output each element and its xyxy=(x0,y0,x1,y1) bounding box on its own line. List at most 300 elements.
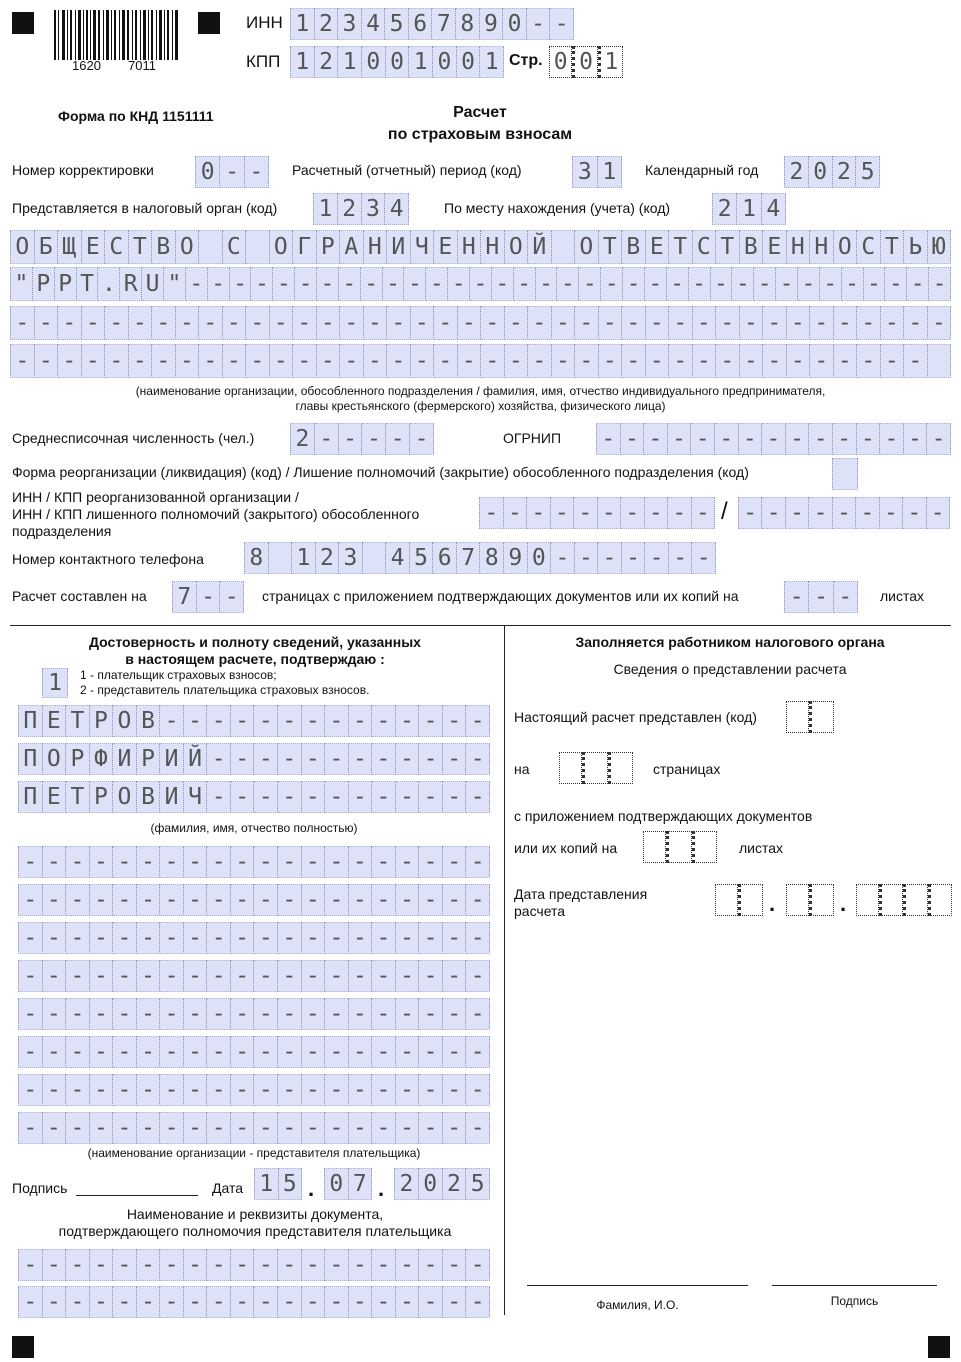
char-cell: О xyxy=(505,230,529,264)
sheets-label: листах xyxy=(880,588,925,604)
staff-count-field[interactable] xyxy=(290,423,434,455)
org-name-line1[interactable] xyxy=(10,230,951,264)
char-cell: - xyxy=(762,497,785,529)
char-cell: - xyxy=(692,542,716,574)
char-cell: - xyxy=(18,1249,43,1281)
char-cell: 7 xyxy=(432,8,456,40)
char-cell: - xyxy=(396,781,420,813)
char-cell: - xyxy=(18,960,43,992)
char-cell: - xyxy=(622,344,646,378)
ogrnip-field[interactable] xyxy=(596,423,951,455)
char-cell: 8 xyxy=(480,542,504,574)
date-dot: . xyxy=(378,1176,385,1201)
char-cell: В xyxy=(740,230,764,264)
char-cell: - xyxy=(763,344,787,378)
char-cell: - xyxy=(113,1249,137,1281)
char-cell: - xyxy=(551,542,575,574)
char-cell: - xyxy=(43,1112,67,1144)
char-cell: - xyxy=(645,497,669,529)
char-cell: - xyxy=(58,306,82,340)
char-cell: - xyxy=(184,884,208,916)
char-cell: - xyxy=(160,1249,184,1281)
rep-org-line[interactable] xyxy=(18,1074,490,1106)
kpp-field[interactable] xyxy=(290,46,504,78)
char-cell: 1 xyxy=(480,46,504,78)
page-label: Стр. xyxy=(509,52,543,69)
char-cell: Т xyxy=(716,230,740,264)
char-cell xyxy=(363,542,387,574)
char-cell: Е xyxy=(82,230,106,264)
char-cell: - xyxy=(575,542,599,574)
char-cell: - xyxy=(90,922,114,954)
inn-field[interactable] xyxy=(290,8,574,40)
char-cell: - xyxy=(740,344,764,378)
char-cell: - xyxy=(667,267,689,301)
char-cell: 1 xyxy=(254,1168,279,1200)
char-cell: - xyxy=(113,846,137,878)
char-cell: 2 xyxy=(712,193,737,225)
char-cell: - xyxy=(254,1249,278,1281)
char-cell: - xyxy=(364,344,388,378)
char-cell: - xyxy=(621,497,645,529)
office-sheets-label: листах xyxy=(739,840,784,856)
office-date-year[interactable] xyxy=(856,884,952,916)
char-cell: 0 xyxy=(572,46,597,78)
office-date-day[interactable] xyxy=(715,884,763,916)
char-cell: - xyxy=(929,267,951,301)
char-cell: - xyxy=(364,306,388,340)
char-cell: - xyxy=(137,1249,161,1281)
char-cell: - xyxy=(43,1036,67,1068)
char-cell: - xyxy=(404,267,426,301)
char-cell: - xyxy=(645,267,667,301)
char-cell: - xyxy=(325,884,349,916)
char-cell: - xyxy=(396,922,420,954)
char-cell: - xyxy=(18,998,43,1030)
char-cell: О xyxy=(113,781,137,813)
char-cell: - xyxy=(302,1286,326,1318)
char-cell: - xyxy=(411,306,435,340)
char-cell: - xyxy=(184,1036,208,1068)
char-cell: 0 xyxy=(528,542,552,574)
char-cell: - xyxy=(396,743,420,775)
char-cell: - xyxy=(90,846,114,878)
char-cell: - xyxy=(325,1249,349,1281)
char-cell: - xyxy=(833,423,857,455)
char-cell: - xyxy=(623,267,645,301)
char-cell: - xyxy=(251,267,273,301)
char-cell: - xyxy=(466,1074,490,1106)
char-cell: - xyxy=(66,998,90,1030)
date-dot: . xyxy=(308,1176,315,1201)
char-cell: В xyxy=(152,230,176,264)
char-cell: - xyxy=(646,344,670,378)
char-cell: - xyxy=(43,884,67,916)
char-cell: - xyxy=(66,1074,90,1106)
char-cell: - xyxy=(372,1074,396,1106)
rep-org-line[interactable] xyxy=(18,1036,490,1068)
char-cell: Ь xyxy=(904,230,928,264)
char-cell: 1 xyxy=(290,8,315,40)
char-cell: P xyxy=(33,267,55,301)
char-cell: - xyxy=(302,884,326,916)
office-pages-label: страницах xyxy=(653,761,721,777)
office-pages-field[interactable] xyxy=(559,752,633,784)
char-cell: - xyxy=(754,267,776,301)
pages-field[interactable] xyxy=(172,581,244,613)
char-cell: 3 xyxy=(339,542,363,574)
patronymic-field[interactable] xyxy=(18,781,490,813)
empty-cell xyxy=(786,701,809,733)
char-cell: - xyxy=(419,705,443,737)
char-cell: - xyxy=(293,344,317,378)
char-cell: - xyxy=(481,344,505,378)
rep-org-line[interactable] xyxy=(18,922,490,954)
char-cell: - xyxy=(113,998,137,1030)
place-field[interactable] xyxy=(712,193,786,225)
char-cell: - xyxy=(254,781,278,813)
char-cell: - xyxy=(278,743,302,775)
org-caption: (наименование организации, обособленного подразделения / фамилия, имя, отчество индивидуального предпринимателя, xyxy=(135,384,826,398)
office-fio-line[interactable] xyxy=(527,1285,748,1286)
char-cell: U xyxy=(142,267,164,301)
char-cell: - xyxy=(349,960,373,992)
corner-marker xyxy=(12,1336,34,1358)
char-cell: - xyxy=(763,306,787,340)
form-knd: Форма по КНД 1151111 xyxy=(58,108,214,124)
char-cell: - xyxy=(349,1036,373,1068)
name-field[interactable] xyxy=(18,743,490,775)
submitted-code-field[interactable] xyxy=(786,701,834,733)
char-cell: - xyxy=(113,1112,137,1144)
char-cell: - xyxy=(113,922,137,954)
char-cell: - xyxy=(426,267,448,301)
org-name-line2[interactable] xyxy=(10,267,951,301)
char-cell: - xyxy=(448,267,470,301)
reorg-inn-kpp-label-2: ИНН / КПП лишенного полномочий (закрытого) обособленного xyxy=(12,506,420,522)
char-cell: - xyxy=(278,922,302,954)
char-cell: 5 xyxy=(385,8,409,40)
rep-org-caption: (наименование организации - представителя плательщика) xyxy=(87,1146,421,1160)
char-cell: - xyxy=(903,497,926,529)
char-cell: - xyxy=(536,267,558,301)
char-cell: - xyxy=(160,846,184,878)
char-cell: - xyxy=(419,1112,443,1144)
char-cell: - xyxy=(443,781,467,813)
char-cell: - xyxy=(419,922,443,954)
char-cell: - xyxy=(160,998,184,1030)
office-date-label-2: расчета xyxy=(514,903,566,919)
char-cell: - xyxy=(927,423,951,455)
kpp-label: КПП xyxy=(246,52,281,71)
char-cell: - xyxy=(362,423,386,455)
char-cell: - xyxy=(598,542,622,574)
period-label: Расчетный (отчетный) период (код) xyxy=(292,162,522,178)
char-cell: - xyxy=(273,267,295,301)
char-cell: Н xyxy=(810,230,834,264)
char-cell: - xyxy=(372,846,396,878)
rep-org-line[interactable] xyxy=(18,1112,490,1144)
char-cell: - xyxy=(207,1074,231,1106)
char-cell: T xyxy=(77,267,99,301)
char-cell: - xyxy=(231,1249,255,1281)
char-cell: Н xyxy=(364,230,388,264)
char-cell: R xyxy=(120,267,142,301)
barcode xyxy=(52,10,182,60)
char-cell: - xyxy=(692,497,716,529)
char-cell: - xyxy=(361,267,383,301)
auth-doc-title-2: подтверждающего полномочия представителя плательщика xyxy=(58,1223,452,1239)
auth-doc-title: Наименование и реквизиты документа, xyxy=(126,1206,384,1222)
office-date-month[interactable] xyxy=(786,884,834,916)
char-cell: 2 xyxy=(338,193,362,225)
char-cell: - xyxy=(317,306,341,340)
char-cell: - xyxy=(443,1074,467,1106)
char-cell: - xyxy=(504,497,528,529)
char-cell: - xyxy=(207,705,231,737)
char-cell: - xyxy=(176,344,200,378)
signer-option-2: 2 - представитель плательщика страховых взносов. xyxy=(80,683,370,697)
char-cell: - xyxy=(207,960,231,992)
char-cell: - xyxy=(551,497,575,529)
office-copies-field[interactable] xyxy=(643,831,717,863)
char-cell: - xyxy=(470,267,492,301)
char-cell: С xyxy=(105,230,129,264)
char-cell: Т xyxy=(599,230,623,264)
period-field[interactable] xyxy=(572,156,622,188)
char-cell: - xyxy=(43,998,67,1030)
char-cell: - xyxy=(160,705,184,737)
tax-office-title: Заполняется работником налогового органа xyxy=(575,634,885,650)
char-cell: . xyxy=(98,267,120,301)
char-cell: 6 xyxy=(433,542,457,574)
empty-cell xyxy=(903,884,928,916)
char-cell: 3 xyxy=(338,8,362,40)
char-cell: - xyxy=(246,306,270,340)
char-cell: - xyxy=(834,344,858,378)
char-cell: - xyxy=(349,1286,373,1318)
char-cell: - xyxy=(137,1112,161,1144)
char-cell: - xyxy=(386,423,410,455)
reorg-inn-kpp-label: ИНН / КПП реорганизованной организации / xyxy=(12,489,299,505)
char-cell: - xyxy=(207,846,231,878)
char-cell: - xyxy=(349,1249,373,1281)
char-cell: - xyxy=(254,1036,278,1068)
char-cell: - xyxy=(270,344,294,378)
char-cell: О xyxy=(10,230,35,264)
org-name-line4[interactable] xyxy=(10,344,951,378)
empty-cell xyxy=(738,884,763,916)
date-month-field[interactable] xyxy=(324,1168,372,1200)
char-cell: - xyxy=(458,306,482,340)
rep-org-line[interactable] xyxy=(18,884,490,916)
char-cell: - xyxy=(881,306,905,340)
confirm-title-2: в настоящем расчете, подтверждаю : xyxy=(125,651,385,667)
char-cell: - xyxy=(254,1112,278,1144)
char-cell: - xyxy=(90,960,114,992)
rep-org-line[interactable] xyxy=(18,846,490,878)
date-dot: . xyxy=(840,891,847,916)
signature-line[interactable] xyxy=(76,1195,198,1196)
char-cell: - xyxy=(137,846,161,878)
char-cell: - xyxy=(325,705,349,737)
page-field[interactable] xyxy=(549,46,623,78)
char-cell: О xyxy=(270,230,294,264)
barcode-left-number: 1620 xyxy=(72,58,101,73)
char-cell: В xyxy=(137,781,161,813)
org-name-line3[interactable] xyxy=(10,306,951,340)
char-cell: 0 xyxy=(195,156,220,188)
char-cell xyxy=(552,230,576,264)
char-cell: Р xyxy=(90,781,114,813)
surname-field[interactable] xyxy=(18,705,490,737)
char-cell: - xyxy=(254,1074,278,1106)
char-cell: П xyxy=(18,705,43,737)
char-cell: - xyxy=(207,1036,231,1068)
char-cell: - xyxy=(254,1286,278,1318)
staff-count-label: Среднесписочная численность (чел.) xyxy=(12,430,255,446)
char-cell: - xyxy=(207,781,231,813)
confirm-title: Достоверность и полноту сведений, указанных xyxy=(89,634,421,650)
char-cell: Т xyxy=(881,230,905,264)
char-cell: - xyxy=(129,306,153,340)
char-cell: - xyxy=(786,423,810,455)
char-cell: - xyxy=(732,267,754,301)
char-cell: - xyxy=(245,156,269,188)
char-cell: " xyxy=(164,267,186,301)
rep-org-line[interactable] xyxy=(18,998,490,1030)
char-cell: 3 xyxy=(572,156,598,188)
char-cell: - xyxy=(231,846,255,878)
date-year-field[interactable] xyxy=(394,1168,490,1200)
char-cell: - xyxy=(598,497,622,529)
char-cell: О xyxy=(176,230,200,264)
char-cell: - xyxy=(881,344,905,378)
char-cell: - xyxy=(160,1036,184,1068)
char-cell: - xyxy=(716,306,740,340)
char-cell: - xyxy=(904,423,928,455)
char-cell: " xyxy=(10,267,33,301)
pages-label: Расчет составлен на xyxy=(12,588,147,604)
char-cell: - xyxy=(372,743,396,775)
char-cell: - xyxy=(372,998,396,1030)
char-cell: - xyxy=(809,581,833,613)
empty-cell xyxy=(643,831,666,863)
char-cell: - xyxy=(340,306,364,340)
char-cell: - xyxy=(278,781,302,813)
correction-label: Номер корректировки xyxy=(12,162,154,178)
char-cell: - xyxy=(798,267,820,301)
correction-field[interactable] xyxy=(195,156,269,188)
char-cell: Р xyxy=(66,743,90,775)
char-cell: - xyxy=(254,705,278,737)
tax-authority-field[interactable] xyxy=(313,193,409,225)
char-cell xyxy=(832,458,858,490)
reorg-code-field[interactable] xyxy=(832,458,858,490)
auth-doc-line[interactable] xyxy=(18,1286,490,1318)
char-cell: - xyxy=(254,960,278,992)
char-cell: - xyxy=(113,1286,137,1318)
office-sign-line[interactable] xyxy=(772,1285,937,1286)
auth-doc-line[interactable] xyxy=(18,1249,490,1281)
phone-field[interactable] xyxy=(244,542,716,574)
char-cell: - xyxy=(82,306,106,340)
char-cell: - xyxy=(325,781,349,813)
reorg-kpp-field[interactable] xyxy=(738,497,950,529)
char-cell: О xyxy=(575,230,599,264)
char-cell: - xyxy=(349,846,373,878)
char-cell: - xyxy=(669,306,693,340)
char-cell: - xyxy=(820,267,842,301)
char-cell: - xyxy=(443,846,467,878)
char-cell: - xyxy=(231,743,255,775)
char-cell: - xyxy=(270,306,294,340)
year-field[interactable] xyxy=(784,156,880,188)
submitted-label: Настоящий расчет представлен (код) xyxy=(514,709,757,725)
char-cell: - xyxy=(254,922,278,954)
char-cell: - xyxy=(152,344,176,378)
char-cell: - xyxy=(481,306,505,340)
char-cell: - xyxy=(349,743,373,775)
char-cell: Т xyxy=(66,705,90,737)
char-cell: 8 xyxy=(244,542,269,574)
form-subtitle: по страховым взносам xyxy=(387,126,573,143)
char-cell: 6 xyxy=(409,8,433,40)
char-cell: Й xyxy=(528,230,552,264)
char-cell: - xyxy=(372,705,396,737)
char-cell: 1 xyxy=(737,193,761,225)
char-cell: - xyxy=(419,1036,443,1068)
char-cell: - xyxy=(349,1074,373,1106)
char-cell: - xyxy=(302,1249,326,1281)
rep-org-line[interactable] xyxy=(18,960,490,992)
char-cell: - xyxy=(372,1036,396,1068)
corner-marker xyxy=(198,12,220,34)
char-cell: - xyxy=(739,423,763,455)
char-cell: - xyxy=(317,344,341,378)
char-cell: - xyxy=(396,846,420,878)
reorg-slash: / xyxy=(721,498,728,525)
char-cell: - xyxy=(419,1249,443,1281)
char-cell: - xyxy=(693,306,717,340)
char-cell: - xyxy=(864,267,886,301)
char-cell: - xyxy=(349,998,373,1030)
char-cell: - xyxy=(113,1074,137,1106)
char-cell: О xyxy=(43,743,67,775)
char-cell: - xyxy=(90,1286,114,1318)
char-cell: - xyxy=(434,344,458,378)
reorg-inn-field[interactable] xyxy=(479,497,715,529)
date-day-field[interactable] xyxy=(254,1168,302,1200)
copies-field[interactable] xyxy=(784,581,858,613)
signer-code-field[interactable] xyxy=(42,668,68,698)
char-cell: - xyxy=(105,344,129,378)
tax-authority-label: Представляется в налоговый орган (код) xyxy=(12,200,278,216)
char-cell: - xyxy=(113,1036,137,1068)
char-cell: - xyxy=(137,922,161,954)
char-cell: И xyxy=(387,230,411,264)
char-cell: Е xyxy=(43,781,67,813)
char-cell: - xyxy=(575,344,599,378)
char-cell: 2 xyxy=(443,1168,467,1200)
char-cell: - xyxy=(43,1074,67,1106)
char-cell: - xyxy=(246,344,270,378)
char-cell: - xyxy=(278,1286,302,1318)
char-cell: - xyxy=(396,705,420,737)
char-cell: 9 xyxy=(504,542,528,574)
char-cell: Е xyxy=(763,230,787,264)
char-cell: - xyxy=(35,306,59,340)
